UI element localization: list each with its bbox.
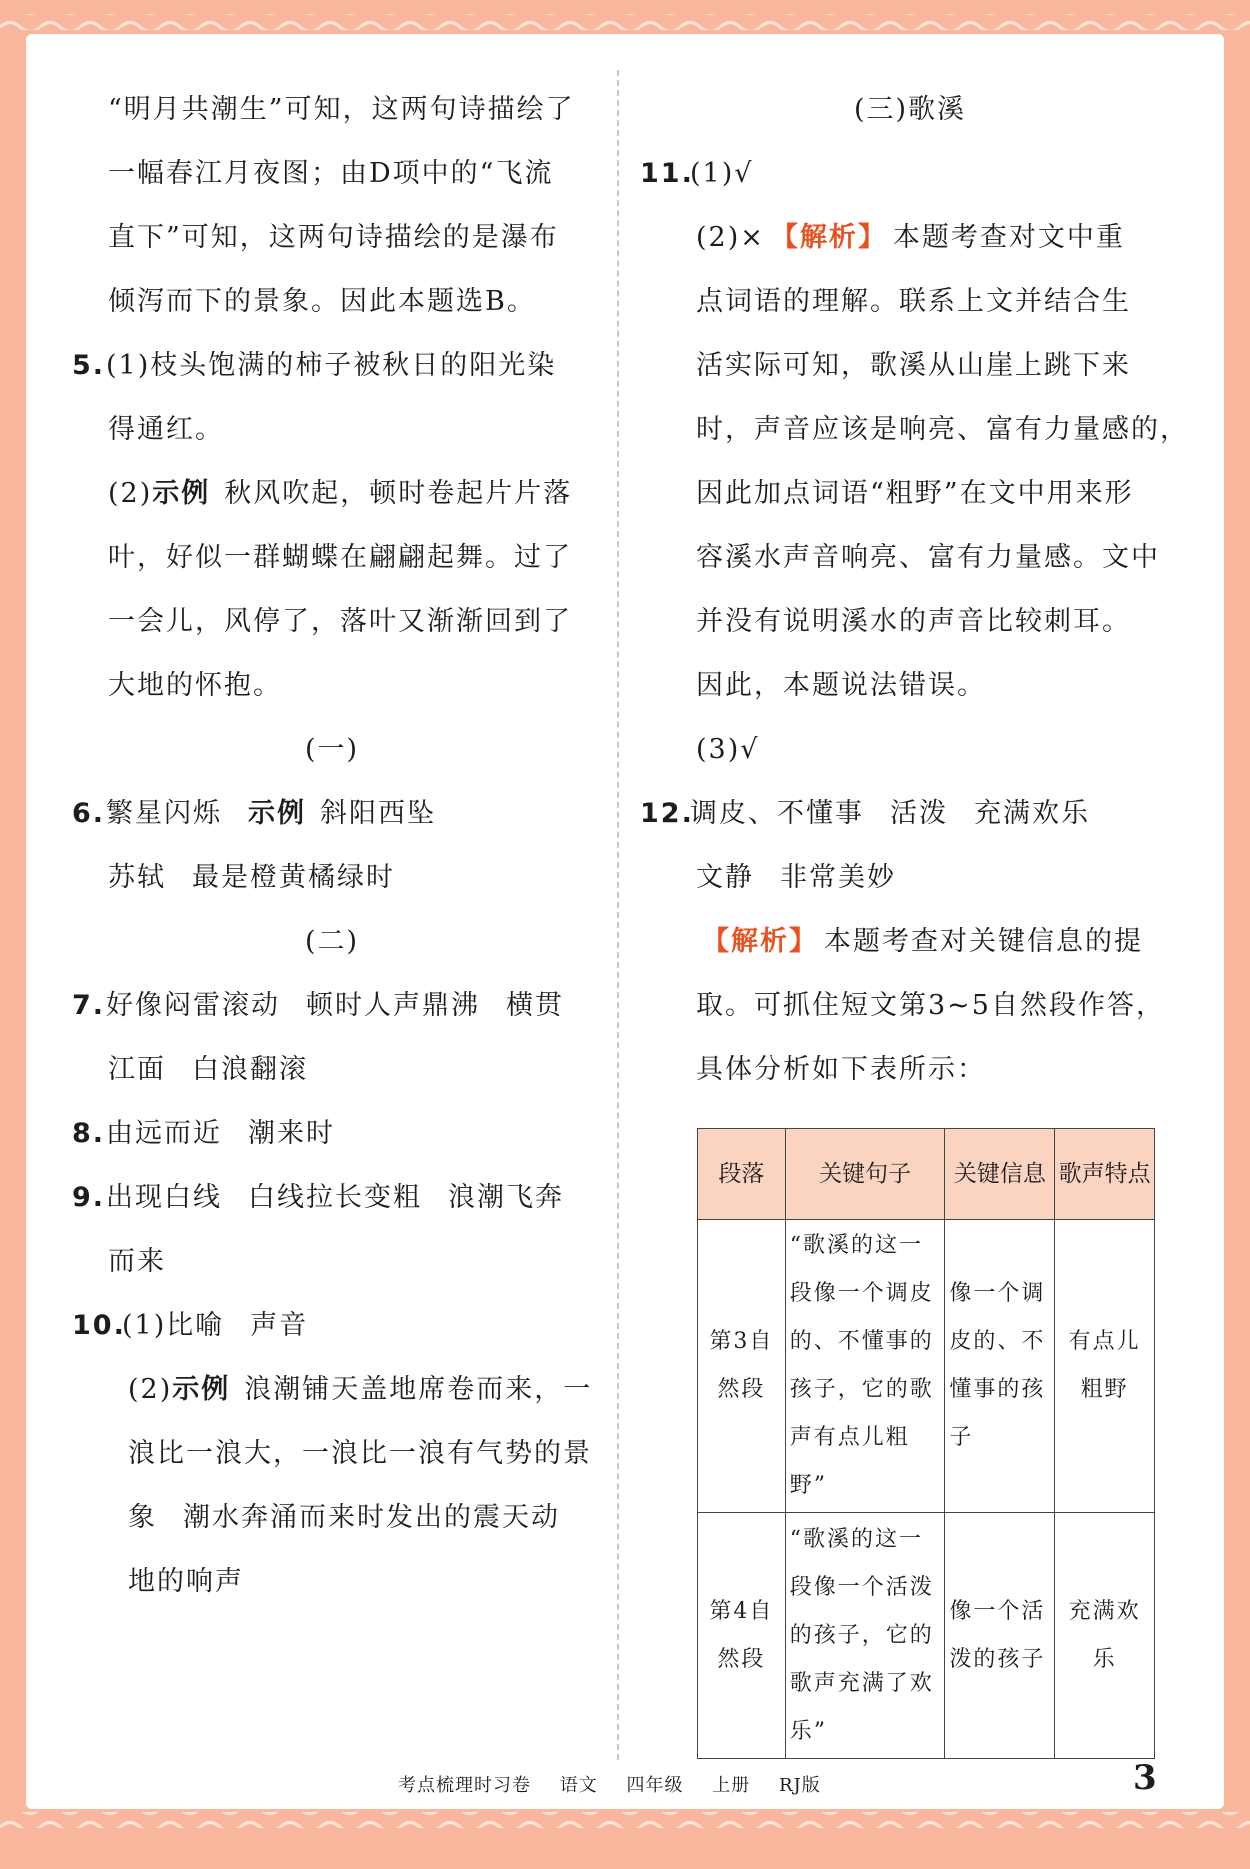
q11-line: 因此加点词语“粗野”在文中用来形 xyxy=(696,478,1134,509)
table-header-cell: 歌声特点 xyxy=(1055,1129,1155,1220)
analysis-label: 【解析】 xyxy=(702,926,818,957)
q10-line: 地的响声 xyxy=(128,1566,244,1597)
table-header-cell: 关键句子 xyxy=(785,1129,945,1220)
q10-answer: 10.(1)比喻 声音 xyxy=(72,1294,592,1358)
question-number: 12. xyxy=(640,798,694,829)
footer-edition: RJ版 xyxy=(778,1775,821,1796)
q11-line: 点词语的理解。联系上文并结合生 xyxy=(696,286,1131,317)
example-label: 示例 xyxy=(172,1374,231,1405)
q12-line: 取。可抓住短文第3~5自然段作答， xyxy=(696,990,1165,1021)
q11-line: 活实际可知，歌溪从山崖上跳下来 xyxy=(696,350,1131,381)
q11-answer: 11.(1)√ xyxy=(640,142,1180,206)
q5-answer: 5.(1)枝头饱满的柿子被秋日的阳光染 xyxy=(72,334,592,398)
section-heading: (三)歌溪 xyxy=(853,94,967,125)
column-divider xyxy=(617,70,619,1760)
page-footer xyxy=(398,1771,843,1797)
page-number: 3 xyxy=(1133,1758,1157,1798)
footer-grade: 四年级 xyxy=(626,1775,684,1796)
q11-line: 并没有说明溪水的声音比较刺耳。 xyxy=(696,606,1131,637)
analysis-table xyxy=(697,1128,1155,1759)
table-cell: “歌溪的这一段像一个活泼的孩子，它的歌声充满了欢乐” xyxy=(785,1513,945,1759)
example-label: 示例 xyxy=(152,478,211,509)
table-row xyxy=(698,1220,1155,1513)
q5-line: 叶，好似一群蝴蝶在翩翩起舞。过了 xyxy=(108,542,572,573)
table-cell: “歌溪的这一段像一个调皮的、不懂事的孩子，它的歌声有点儿粗野” xyxy=(785,1220,945,1513)
q6-line: 苏轼 最是橙黄橘绿时 xyxy=(108,862,395,893)
table-header-cell: 关键信息 xyxy=(945,1129,1055,1220)
q7-line: 江面 白浪翻滚 xyxy=(108,1054,308,1085)
analysis-label: 【解析】 xyxy=(770,222,887,253)
q4-line: 直下”可知，这两句诗描绘的是瀑布 xyxy=(108,222,559,253)
question-number: 7. xyxy=(72,990,106,1021)
question-number: 6. xyxy=(72,798,106,829)
q10-line: 浪比一浪大，一浪比一浪有气势的景 xyxy=(128,1438,592,1469)
table-cell: 像一个活泼的孩子 xyxy=(945,1513,1055,1759)
q12-line: 具体分析如下表所示： xyxy=(696,1054,986,1085)
question-number: 9. xyxy=(72,1182,106,1213)
q5-line: 得通红。 xyxy=(108,414,224,445)
q9-line: 而来 xyxy=(108,1246,166,1277)
q4-line: “明月共潮生”可知，这两句诗描绘了 xyxy=(108,94,575,125)
q10-line: 象 潮水奔涌而来时发出的震天动 xyxy=(128,1502,560,1533)
q12-answer: 12.调皮、不懂事 活泼 充满欢乐 xyxy=(640,782,1180,846)
q10-line: (2)示例 浪潮铺天盖地席卷而来，一 xyxy=(128,1374,593,1405)
q4-line: 倾泻而下的景象。因此本题选B。 xyxy=(108,286,536,317)
left-column xyxy=(72,78,592,1614)
table-cell: 有点儿粗野 xyxy=(1055,1220,1155,1513)
q4-line: 一幅春江月夜图；由D项中的“飞流 xyxy=(108,158,554,189)
question-number: 8. xyxy=(72,1118,106,1149)
question-number: 11. xyxy=(640,158,694,189)
table-cell: 第3自然段 xyxy=(698,1220,786,1513)
q12-line: 【解析】 本题考查对关键信息的提 xyxy=(702,926,1143,957)
table-cell: 充满欢乐 xyxy=(1055,1513,1155,1759)
table-row xyxy=(698,1513,1155,1759)
question-number: 10. xyxy=(72,1310,126,1341)
question-number: 5. xyxy=(72,350,106,381)
q11-line: (3)√ xyxy=(696,734,760,765)
q11-line: 因此，本题说法错误。 xyxy=(696,670,986,701)
q5-line: (2)示例 秋风吹起，顿时卷起片片落 xyxy=(108,478,573,509)
section-heading: (二) xyxy=(304,926,360,957)
q6-answer: 6.繁星闪烁 示例 斜阳西坠 xyxy=(72,782,592,846)
q11-line: 时，声音应该是响亮、富有力量感的， xyxy=(696,414,1189,445)
footer-volume: 上册 xyxy=(712,1775,751,1796)
q5-line: 大地的怀抱。 xyxy=(108,670,282,701)
table-cell: 第4自然段 xyxy=(698,1513,786,1759)
right-column xyxy=(640,78,1189,1102)
table-cell: 像一个调皮的、不懂事的孩子 xyxy=(945,1220,1055,1513)
footer-subject: 语文 xyxy=(559,1775,598,1796)
q11-line: 容溪水声音响亮、富有力量感。文中 xyxy=(696,542,1160,573)
q7-answer: 7.好像闷雷滚动 顿时人声鼎沸 横贯 xyxy=(72,974,592,1038)
table-header-row xyxy=(698,1129,1155,1220)
section-heading: (一) xyxy=(304,734,360,765)
example-label: 示例 xyxy=(248,798,306,829)
q8-answer: 8.由远而近 潮来时 xyxy=(72,1102,592,1166)
table-header-cell: 段落 xyxy=(698,1129,786,1220)
q9-answer: 9.出现白线 白线拉长变粗 浪潮飞奔 xyxy=(72,1166,592,1230)
footer-series: 考点梳理时习卷 xyxy=(398,1775,531,1796)
q12-line: 文静 非常美妙 xyxy=(696,862,896,893)
q5-line: 一会儿，风停了，落叶又渐渐回到了 xyxy=(108,606,572,637)
q11-line: (2)× 【解析】 本题考查对文中重 xyxy=(696,222,1125,253)
